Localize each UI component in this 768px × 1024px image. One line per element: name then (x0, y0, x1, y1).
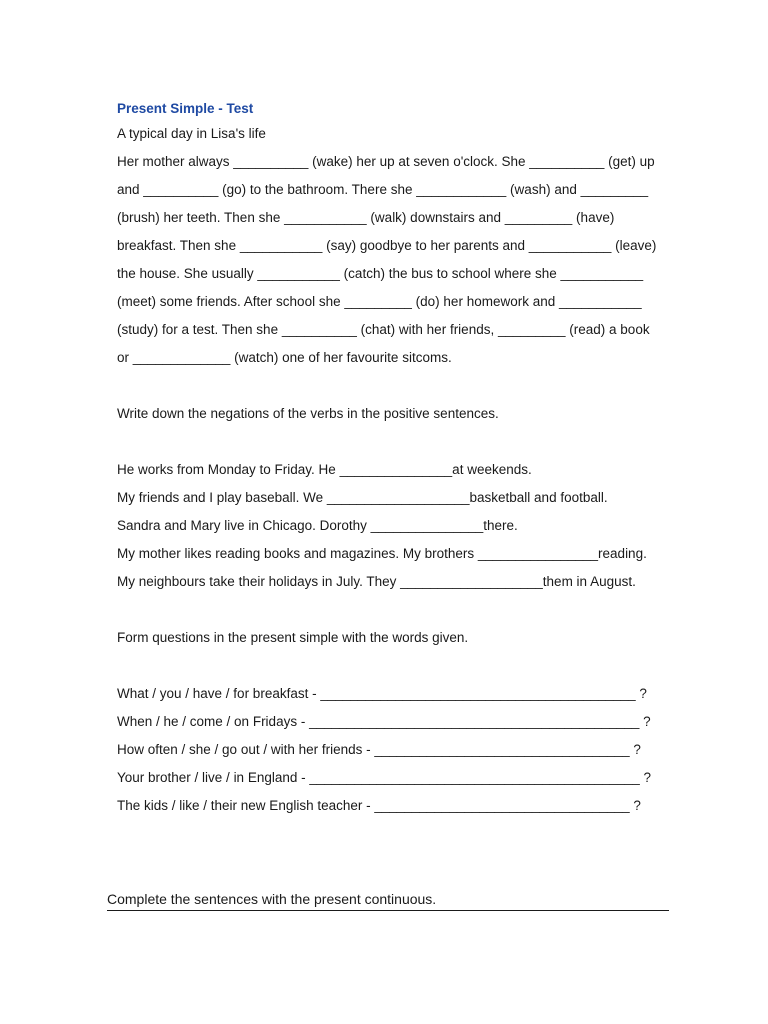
section1-line: (meet) some friends. After school she _________ (do) her homework and ___________ (117, 294, 642, 309)
section1-line: (brush) her teeth. Then she ___________ (walk) downstairs and _________ (have) (117, 210, 615, 225)
section1-line: Her mother always __________ (wake) her up at seven o'clock. She __________ (get) up (117, 154, 655, 169)
spacer (117, 596, 677, 624)
section3-line: When / he / come / on Fridays - ____________________________________________ ? (117, 714, 651, 729)
section2-line: My neighbours take their holidays in July. They ___________________them in August. (117, 574, 636, 589)
section2-line: He works from Monday to Friday. He _______________at weekends. (117, 462, 532, 477)
section2-line: Sandra and Mary live in Chicago. Dorothy _______________there. (117, 518, 518, 533)
section2-line: My friends and I play baseball. We ___________________basketball and football. (117, 490, 608, 505)
worksheet (117, 98, 677, 820)
spacer (117, 652, 677, 680)
section1-line: breakfast. Then she ___________ (say) goodbye to her parents and ___________ (leave) (117, 238, 657, 253)
section1-line: (study) for a test. Then she __________ (chat) with her friends, _________ (read) a book (117, 322, 650, 337)
section2-instruction: Write down the negations of the verbs in the positive sentences. (117, 406, 499, 421)
section1-line: and __________ (go) to the bathroom. There she ____________ (wash) and _________ (117, 182, 649, 197)
section3-line: Your brother / live / in England - ____________________________________________ ? (117, 770, 651, 785)
section3-line: How often / she / go out / with her friends - __________________________________ ? (117, 742, 641, 757)
section3-line: The kids / like / their new English teacher - __________________________________ ? (117, 798, 641, 813)
section1-line: the house. She usually ___________ (catch) the bus to school where she ___________ (117, 266, 644, 281)
section1-subtitle: A typical day in Lisa's life (117, 126, 266, 141)
section3-line: What / you / have / for breakfast - __________________________________________ ? (117, 686, 647, 701)
section4-instruction: Complete the sentences with the present continuous. (107, 888, 669, 911)
section1-line: or _____________ (watch) one of her favourite sitcoms. (117, 350, 452, 365)
section3-instruction: Form questions in the present simple with the words given. (117, 630, 469, 645)
spacer (117, 372, 677, 400)
section2-line: My mother likes reading books and magazines. My brothers ________________reading. (117, 546, 647, 561)
spacer (117, 428, 677, 456)
worksheet-title: Present Simple - Test (117, 101, 254, 116)
